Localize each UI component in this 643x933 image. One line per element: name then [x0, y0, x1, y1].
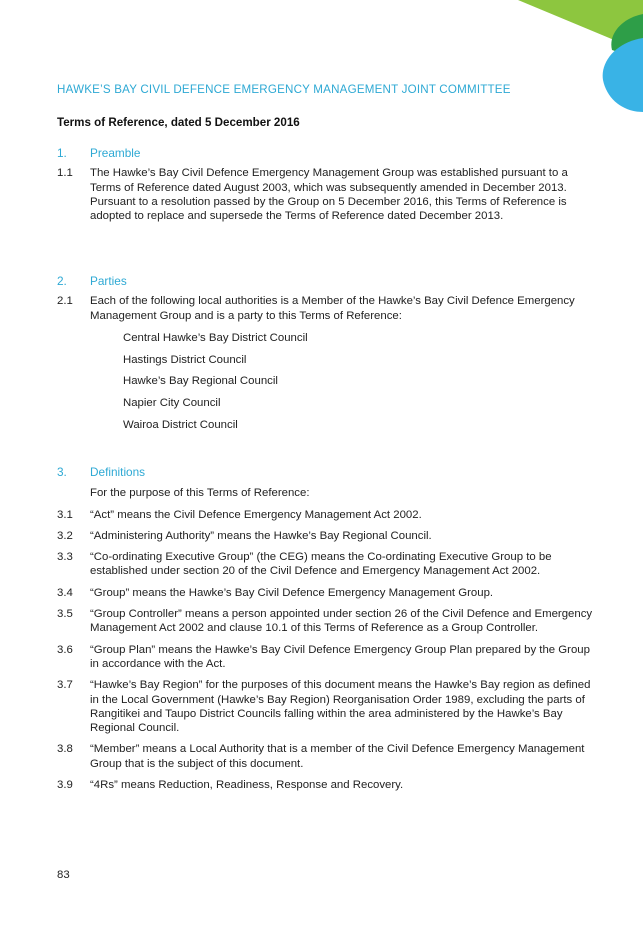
corner-decoration	[0, 0, 643, 120]
definition-clause	[57, 607, 597, 636]
section-title: Definitions	[90, 465, 146, 479]
clause-text: “Act” means the Civil Defence Emergency Management Act 2002.	[90, 508, 422, 521]
clause-text: “Co-ordinating Executive Group” (the CEG) means the Co-ordinating Executive Group to be established under section 20 of the Civil Defence and Emergency Management Act 2002.	[90, 551, 552, 578]
definition-clause	[57, 778, 597, 792]
section-title: Preamble	[90, 146, 141, 160]
clause-number: 3.4	[57, 586, 73, 599]
clause-number: 3.8	[57, 743, 73, 756]
clause	[57, 166, 597, 223]
clause-number: 3.1	[57, 508, 73, 521]
section-heading	[57, 465, 597, 479]
party-item: Central Hawke’s Bay District Council	[123, 331, 308, 344]
clause-text: “Group Plan” means the Hawke’s Bay Civil Defence Emergency Group Plan prepared by the Group in accordance with the Act.	[90, 643, 590, 670]
section-number: 3.	[57, 465, 67, 479]
page-number: 83	[57, 869, 70, 881]
clause-number: 3.2	[57, 529, 73, 542]
clause-text: The Hawke’s Bay Civil Defence Emergency Management Group was established pursuant to a Terms of Reference dated August 2003, which was subsequently amended in December 2013. Pursuant to a resolution passed by the Group on 5 December 2016, this Terms of Reference is adopted to replace and supersede the Terms of Reference dated December 2013.	[90, 167, 568, 223]
clause-number: 3.9	[57, 779, 73, 792]
green-wedge	[518, 0, 643, 52]
party-item: Wairoa District Council	[123, 418, 238, 431]
clause-number: 3.6	[57, 643, 73, 656]
definition-clause	[57, 742, 597, 771]
section-heading	[57, 146, 597, 160]
section-number: 2.	[57, 274, 67, 288]
clause-number: 3.7	[57, 679, 73, 692]
section-parties	[57, 274, 597, 432]
definition-clause	[57, 529, 597, 543]
clause-text: “Group” means the Hawke’s Bay Civil Defence Emergency Management Group.	[90, 586, 494, 599]
clause-number: 3.3	[57, 551, 73, 564]
section-title: Parties	[90, 274, 127, 288]
definition-clause	[57, 508, 597, 522]
definition-clause	[57, 586, 597, 600]
definitions-intro: For the purpose of this Terms of Reference:	[90, 487, 310, 500]
clause	[57, 294, 597, 323]
clause-text: “Administering Authority” means the Hawke’s Bay Regional Council.	[90, 529, 432, 542]
clause-number: 1.1	[57, 167, 73, 180]
party-item: Napier City Council	[123, 396, 221, 409]
party-item: Hawke’s Bay Regional Council	[123, 375, 278, 388]
definition-clause	[57, 550, 597, 579]
clause-text: “Member” means a Local Authority that is a member of the Civil Defence Emergency Management Group that is the subject of this document.	[90, 743, 585, 770]
clause-text: Each of the following local authorities is a Member of the Hawke’s Bay Civil Defence Emergency Management Group and is a party to this Terms of Reference:	[90, 295, 575, 322]
document-subtitle: Terms of Reference, dated 5 December 2016	[57, 116, 300, 129]
clause-text: “4Rs” means Reduction, Readiness, Response and Recovery.	[90, 779, 404, 792]
section-number: 1.	[57, 146, 67, 160]
party-item: Hastings District Council	[123, 353, 247, 366]
section-preamble	[57, 146, 597, 223]
definition-clause	[57, 643, 597, 672]
definition-clause	[57, 678, 597, 735]
clause-text: “Hawke’s Bay Region” for the purposes of this document means the Hawke’s Bay region as defined in the Local Government (Hawke’s Bay Region) Reorganisation Order 1989, excluding the parts of Rangitikei and Taupo District Councils falling within the area administered by the Hawke’s Bay Regional Council.	[90, 679, 591, 735]
clause-number: 3.5	[57, 608, 73, 621]
section-definitions	[57, 465, 597, 792]
section-heading	[57, 274, 597, 288]
clause-number: 2.1	[57, 295, 73, 308]
dark-green-leaf	[611, 14, 643, 52]
document-header: HAWKE’S BAY CIVIL DEFENCE EMERGENCY MANAGEMENT JOINT COMMITTEE	[57, 83, 511, 96]
clause-text: “Group Controller” means a person appointed under section 26 of the Civil Defence and Emergency Management Act 2002 and clause 10.1 of this Terms of Reference as a Group Controller.	[90, 608, 593, 635]
blue-circle	[603, 38, 643, 112]
